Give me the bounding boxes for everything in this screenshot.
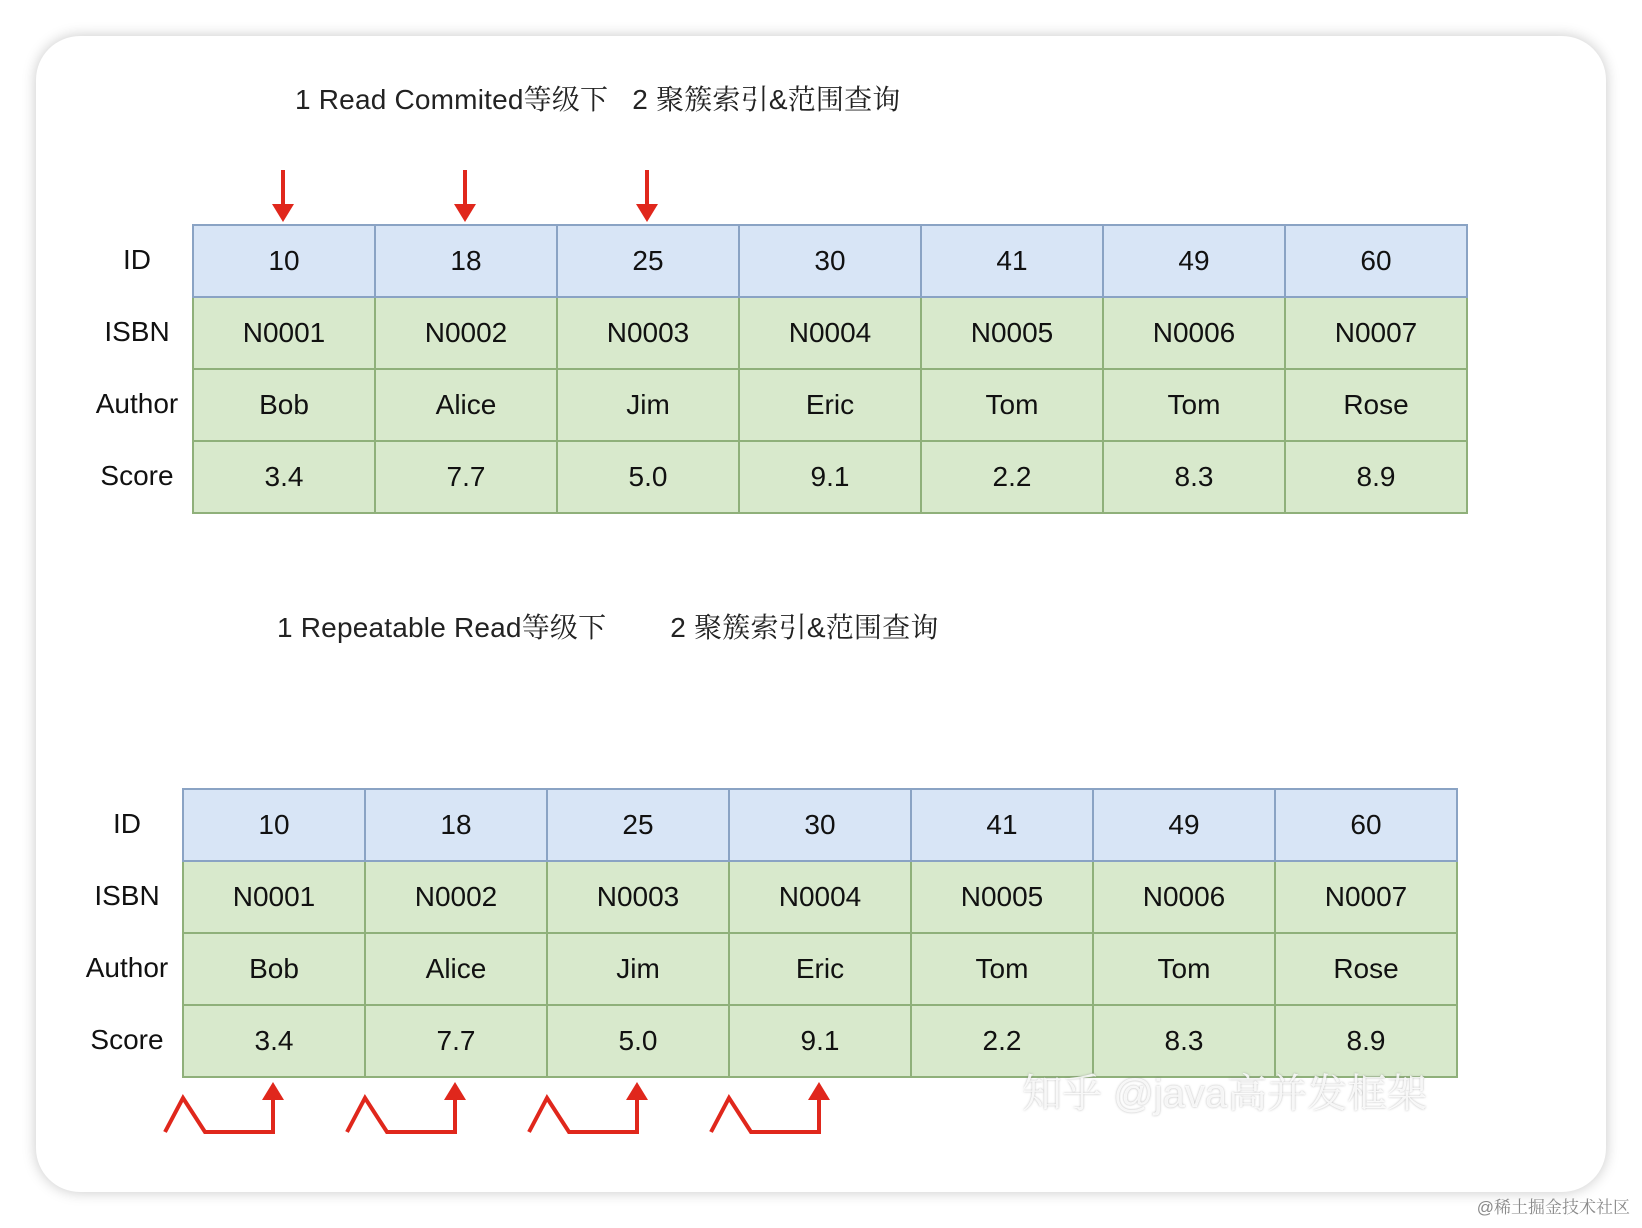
diagram1-cell-author: Rose [1285,369,1467,441]
diagram1-cell-score: 8.3 [1103,441,1285,513]
diagram2-cell-id: 49 [1093,789,1275,861]
record-lock-arrow-icon [636,170,658,222]
gap-lock-arrow-icon [529,1082,648,1132]
diagram2-cell-isbn: N0002 [365,861,547,933]
diagram1-label-id: ID [123,244,151,275]
diagram2-cell-author: Eric [729,933,911,1005]
diagram1-cell-isbn: N0005 [921,297,1103,369]
diagram1-cell-isbn: N0004 [739,297,921,369]
diagram2-cell-author: Rose [1275,933,1457,1005]
diagram2-cell-score: 8.3 [1093,1005,1275,1077]
diagram1-cell-author: Alice [375,369,557,441]
diagram2-cell-isbn: N0007 [1275,861,1457,933]
diagram2-cell-score: 3.4 [183,1005,365,1077]
diagram1-cell-id: 10 [193,225,375,297]
diagram1-label-isbn: ISBN [104,316,170,347]
diagram1-label-score: Score [100,460,174,491]
diagram1-cell-author: Eric [739,369,921,441]
diagram2-cell-id: 25 [547,789,729,861]
diagram1-cell-score: 2.2 [921,441,1103,513]
diagram2-caption-index: 2 聚簇索引&范围查询 [670,612,939,643]
diagram2-cell-isbn: N0004 [729,861,911,933]
gap-lock-arrow-icon [347,1082,466,1132]
diagram2-caption-isolation: 1 Repeatable Read等级下 [277,612,607,643]
diagram1-cell-score: 9.1 [739,441,921,513]
diagram1-caption-isolation: 1 Read Commited等级下 [295,84,609,115]
diagram2-cell-author: Tom [1093,933,1275,1005]
diagram1-cell-id: 49 [1103,225,1285,297]
diagram2-cell-score: 8.9 [1275,1005,1457,1077]
diagram2-cell-id: 18 [365,789,547,861]
gap-lock-arrow-icon [165,1082,284,1132]
diagram1-cell-score: 5.0 [557,441,739,513]
diagram2-cell-id: 41 [911,789,1093,861]
source-label: @稀土掘金技术社区 [1476,1198,1630,1217]
diagram2-label-isbn: ISBN [94,880,160,911]
diagram2-label-id: ID [113,808,141,839]
diagram2-cell-author: Jim [547,933,729,1005]
diagram2-cell-isbn: N0001 [183,861,365,933]
diagram1-cell-author: Bob [193,369,375,441]
diagram1-cell-isbn: N0002 [375,297,557,369]
watermark-text: 知乎 @java高并发框架 [1022,1072,1428,1116]
diagram2-cell-id: 60 [1275,789,1457,861]
diagram1-cell-id: 60 [1285,225,1467,297]
diagram1-cell-id: 30 [739,225,921,297]
diagram1-cell-isbn: N0007 [1285,297,1467,369]
diagram2-cell-score: 2.2 [911,1005,1093,1077]
diagram2-label-score: Score [90,1024,164,1055]
record-lock-arrow-icon [454,170,476,222]
diagram2-cell-id: 30 [729,789,911,861]
diagram1-cell-isbn: N0003 [557,297,739,369]
diagram2-cell-isbn: N0003 [547,861,729,933]
diagram1-cell-id: 41 [921,225,1103,297]
diagram1-cell-score: 7.7 [375,441,557,513]
diagram2-label-author: Author [85,952,169,983]
diagram1-cell-id: 25 [557,225,739,297]
diagram2-cell-isbn: N0006 [1093,861,1275,933]
diagram2-cell-id: 10 [183,789,365,861]
diagram1-cell-author: Tom [921,369,1103,441]
diagram1-cell-author: Jim [557,369,739,441]
diagram2-cell-author: Bob [183,933,365,1005]
diagram2-cell-isbn: N0005 [911,861,1093,933]
diagram1-cell-id: 18 [375,225,557,297]
diagram2-cell-author: Tom [911,933,1093,1005]
diagram2-cell-score: 9.1 [729,1005,911,1077]
diagram1-cell-score: 3.4 [193,441,375,513]
diagram1-cell-isbn: N0001 [193,297,375,369]
diagram2-cell-score: 7.7 [365,1005,547,1077]
diagram1-caption-index: 2 聚簇索引&范围查询 [632,84,901,115]
record-lock-arrow-icon [272,170,294,222]
gap-lock-arrow-icon [711,1082,830,1132]
diagram1-cell-score: 8.9 [1285,441,1467,513]
diagram1-cell-author: Tom [1103,369,1285,441]
diagram2-cell-score: 5.0 [547,1005,729,1077]
diagram1-label-author: Author [95,388,179,419]
diagram2-cell-author: Alice [365,933,547,1005]
diagram1-cell-isbn: N0006 [1103,297,1285,369]
